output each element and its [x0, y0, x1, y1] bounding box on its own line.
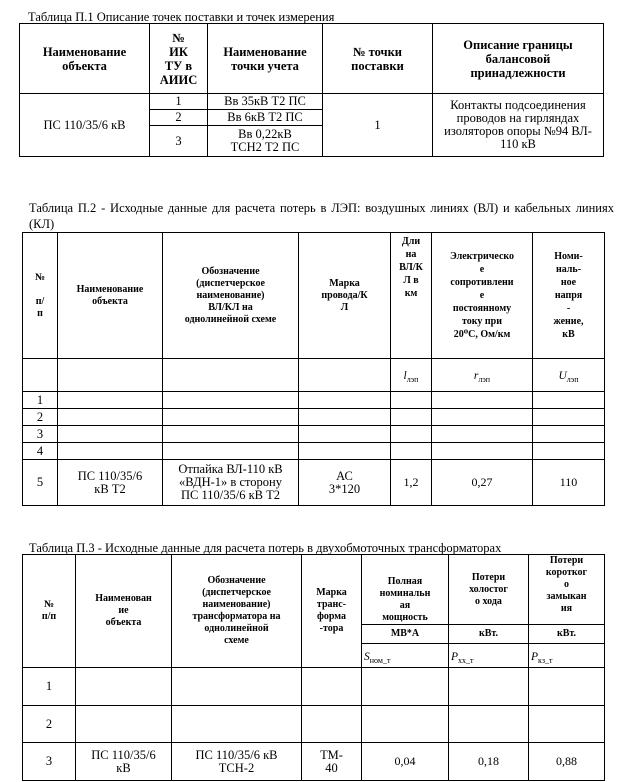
table-1	[19, 23, 604, 157]
t3-symbol-power: $S_{ном\_т}$	[362, 644, 449, 668]
t1-header-boundary: Описание границы балансовой принадлежности	[433, 24, 604, 94]
t3-object-cell: ПС 110/35/6 кВ	[76, 743, 172, 781]
t2-symbol-length: $l_{лэп}$	[391, 359, 432, 392]
t3-header-number: № п/п	[23, 555, 76, 668]
t2-header-designation: Обозначение (диспетчерское наименование) ВЛ/КЛ на однолинейной схеме	[163, 233, 299, 359]
t3-row-number: 2	[23, 706, 76, 743]
t2-row-number: 2	[23, 409, 58, 426]
t3-designation-cell: ПС 110/35/6 кВ ТСН-2	[172, 743, 302, 781]
t3-power-cell: 0,04	[362, 743, 449, 781]
t3-header-short: Потери коротког о замыкан ия	[529, 555, 605, 625]
t2-header-number: № п/ п	[23, 233, 58, 359]
t3-header-power: Полная номинальн ая мощность	[362, 555, 449, 625]
t1-point-name: Вв 35кВ Т2 ПС	[208, 94, 323, 110]
t2-resistance-cell: 0,27	[432, 460, 533, 506]
t2-length-cell: 1,2	[391, 460, 432, 506]
t2-row-number: 1	[23, 392, 58, 409]
t2-header-voltage: Номи- наль- ное напря - жение, кВ	[533, 233, 605, 359]
t2-header-object: Наименование объекта	[58, 233, 163, 359]
t2-row-number: 4	[23, 443, 58, 460]
table-3-caption: Таблица П.3 - Исходные данные для расчета потерь в двухобмоточных трансформаторах	[29, 541, 502, 555]
t2-designation-cell: Отпайка ВЛ-110 кВ «ВДН-1» в сторону ПС 110/35/6 кВ Т2	[163, 460, 299, 506]
t3-header-object: Наименован ие объекта	[76, 555, 172, 668]
t1-point-name: Вв 6кВ Т2 ПС	[208, 110, 323, 126]
t3-short-cell: 0,88	[529, 743, 605, 781]
t3-unit-short: кВт.	[529, 625, 605, 644]
t3-noload-cell: 0,18	[449, 743, 529, 781]
t3-unit-noload: кВт.	[449, 625, 529, 644]
t1-row-number: 1	[150, 94, 208, 110]
t3-mark-cell: ТМ- 40	[302, 743, 362, 781]
t3-header-noload: Потери холостог о хода	[449, 555, 529, 625]
t2-row-number: 3	[23, 426, 58, 443]
t3-header-designation: Обозначение (диспетчерское наименование) трансформатора на однолинейной схеме	[172, 555, 302, 668]
t1-header-object: Наименование объекта	[20, 24, 150, 94]
t1-row-number: 2	[150, 110, 208, 126]
t2-voltage-cell: 110	[533, 460, 605, 506]
t2-symbol-voltage: $U_{лэп}$	[533, 359, 605, 392]
t2-symbol-resistance: $r_{лэп}$	[432, 359, 533, 392]
t3-row-number: 1	[23, 668, 76, 706]
t1-object-cell: ПС 110/35/6 кВ	[20, 94, 150, 157]
t3-symbol-short: $P_{кз\_т}$	[529, 644, 605, 668]
t1-point-name: Вв 0,22кВ ТСН2 Т2 ПС	[208, 126, 323, 157]
table-2	[22, 232, 605, 506]
t1-supply-cell: 1	[323, 94, 433, 157]
t3-header-mark: Марка транс- форма -тора	[302, 555, 362, 668]
t2-row-number: 5	[23, 460, 58, 506]
t2-wire-cell: АС 3*120	[299, 460, 391, 506]
t2-header-wire: Марка провода/К Л	[299, 233, 391, 359]
table-2-caption: Таблица П.2 - Исходные данные для расчета потерь в ЛЭП: воздушных линиях (ВЛ) и кабельных линиях (КЛ)	[29, 201, 614, 231]
table-1-caption: Таблица П.1 Описание точек поставки и точек измерения	[28, 10, 335, 24]
t2-object-cell: ПС 110/35/6 кВ Т2	[58, 460, 163, 506]
t3-symbol-noload: $P_{хх\_т}$	[449, 644, 529, 668]
t1-header-point: Наименование точки учета	[208, 24, 323, 94]
t1-row-number: 3	[150, 126, 208, 157]
t1-header-ik: № ИК ТУ в АИИС	[150, 24, 208, 94]
t1-header-supply: № точки поставки	[323, 24, 433, 94]
t3-row-number: 3	[23, 743, 76, 781]
table-3	[22, 554, 605, 781]
t2-header-length: Дли на ВЛ/К Л в км	[391, 233, 432, 359]
t1-boundary-cell: Контакты подсоединения проводов на гирляндах изоляторов опоры №94 ВЛ- 110 кВ	[433, 94, 604, 157]
t3-unit-power: МВ*А	[362, 625, 449, 644]
t2-header-resistance: Электрическо е сопротивлени е постоянному току при 20⁰С, Ом/км	[432, 233, 533, 359]
